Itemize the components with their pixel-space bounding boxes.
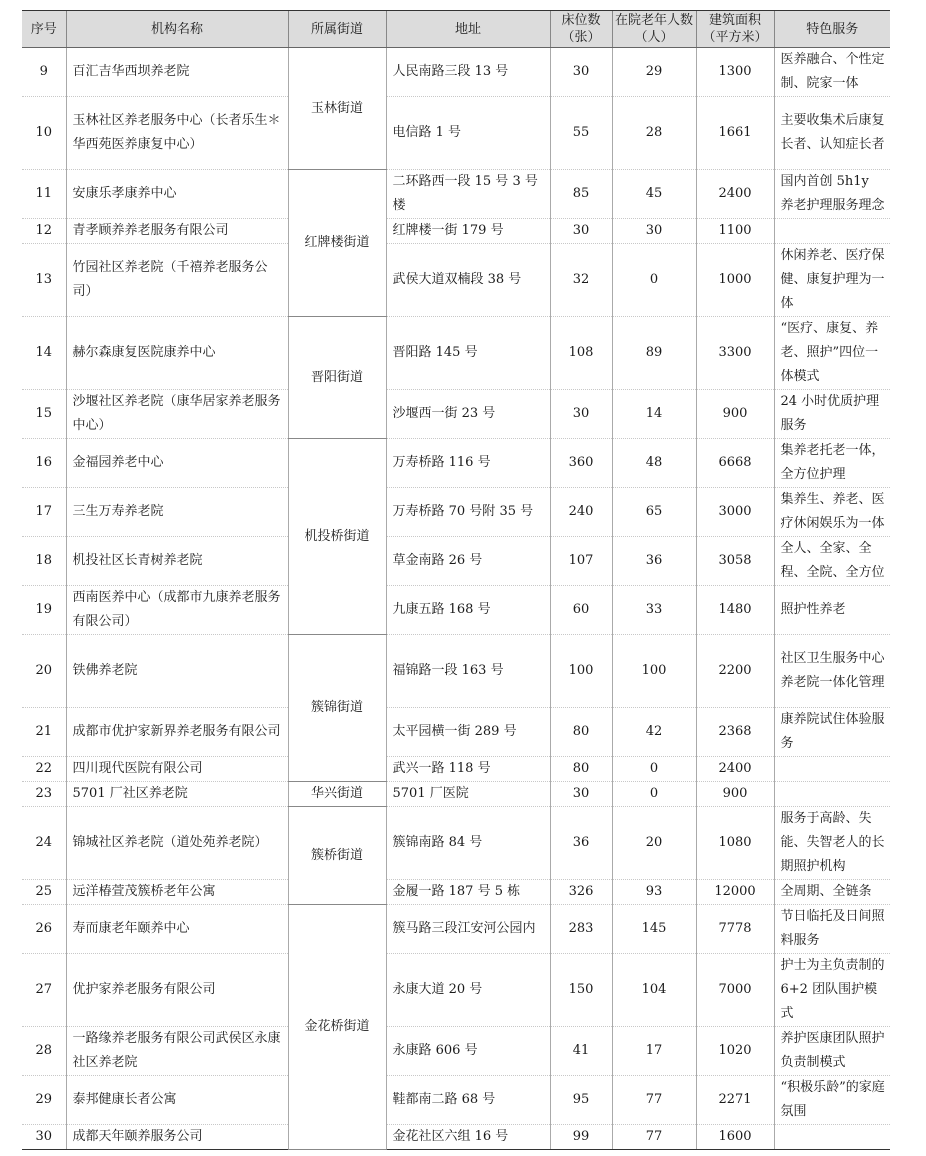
table-row [22, 390, 890, 439]
seq-cell: 25 [22, 880, 66, 905]
service-cell: 集养生、养老、医疗休闲娱乐为一体 [774, 488, 890, 537]
area-cell: 1661 [696, 97, 774, 170]
area-cell: 1600 [696, 1125, 774, 1150]
service-cell [774, 782, 890, 807]
address-cell: 二环路西一段 15 号 3 号楼 [386, 170, 550, 219]
beds-cell: 283 [550, 905, 612, 954]
name-cell: 安康乐孝康养中心 [66, 170, 288, 219]
table-row [22, 97, 890, 170]
elderly-cell: 145 [612, 905, 696, 954]
elderly-cell: 93 [612, 880, 696, 905]
area-cell: 2271 [696, 1076, 774, 1125]
seq-cell: 13 [22, 244, 66, 317]
service-cell: 服务于高龄、失能、失智老人的长期照护机构 [774, 807, 890, 880]
street-cell: 玉林街道 [288, 48, 386, 170]
seq-cell: 17 [22, 488, 66, 537]
address-cell: 武侯大道双楠段 38 号 [386, 244, 550, 317]
street-cell: 晋阳街道 [288, 317, 386, 439]
elderly-cell: 48 [612, 439, 696, 488]
street-cell: 华兴街道 [288, 782, 386, 807]
table-row [22, 782, 890, 807]
elderly-cell: 17 [612, 1027, 696, 1076]
table-row [22, 439, 890, 488]
seq-cell: 26 [22, 905, 66, 954]
service-cell: 休闲养老、医疗保健、康复护理为一体 [774, 244, 890, 317]
address-cell: 九康五路 168 号 [386, 586, 550, 635]
area-cell: 900 [696, 390, 774, 439]
area-cell: 3300 [696, 317, 774, 390]
address-cell: 福锦路一段 163 号 [386, 635, 550, 708]
elderly-cell: 77 [612, 1125, 696, 1150]
beds-cell: 55 [550, 97, 612, 170]
seq-cell: 14 [22, 317, 66, 390]
seq-cell: 29 [22, 1076, 66, 1125]
elderly-cell: 0 [612, 244, 696, 317]
service-cell [774, 219, 890, 244]
beds-cell: 108 [550, 317, 612, 390]
table-row [22, 537, 890, 586]
header-seq: 序号 [22, 11, 66, 48]
address-cell: 武兴一路 118 号 [386, 757, 550, 782]
beds-cell: 41 [550, 1027, 612, 1076]
name-cell: 锦城社区养老院（道处苑养老院） [66, 807, 288, 880]
seq-cell: 10 [22, 97, 66, 170]
area-cell: 1300 [696, 48, 774, 97]
address-cell: 草金南路 26 号 [386, 537, 550, 586]
name-cell: 三生万寿养老院 [66, 488, 288, 537]
service-cell: 国内首创 5h1y 养老护理服务理念 [774, 170, 890, 219]
area-cell: 1480 [696, 586, 774, 635]
elderly-cell: 45 [612, 170, 696, 219]
area-cell: 3058 [696, 537, 774, 586]
name-cell: 一路缘养老服务有限公司武侯区永康社区养老院 [66, 1027, 288, 1076]
beds-cell: 326 [550, 880, 612, 905]
service-cell: 康养院试住体验服务 [774, 708, 890, 757]
name-cell: 赫尔森康复医院康养中心 [66, 317, 288, 390]
table-row [22, 708, 890, 757]
name-cell: 四川现代医院有限公司 [66, 757, 288, 782]
table-row [22, 905, 890, 954]
service-cell: 社区卫生服务中心养老院一体化管理 [774, 635, 890, 708]
address-cell: 沙堰西一街 23 号 [386, 390, 550, 439]
address-cell: 金花社区六组 16 号 [386, 1125, 550, 1150]
address-cell: 永康路 606 号 [386, 1027, 550, 1076]
address-cell: 鞋都南二路 68 号 [386, 1076, 550, 1125]
table-row [22, 1027, 890, 1076]
service-cell: 养护医康团队照护负责制模式 [774, 1027, 890, 1076]
elderly-cell: 42 [612, 708, 696, 757]
table-row [22, 1076, 890, 1125]
table-row [22, 880, 890, 905]
table-row [22, 635, 890, 708]
service-cell: 全周期、全链条 [774, 880, 890, 905]
table-row [22, 1125, 890, 1150]
name-cell: 机投社区长青树养老院 [66, 537, 288, 586]
elderly-cell: 33 [612, 586, 696, 635]
seq-cell: 23 [22, 782, 66, 807]
header-service: 特色服务 [774, 11, 890, 48]
service-cell: “积极乐龄”的家庭氛围 [774, 1076, 890, 1125]
beds-cell: 240 [550, 488, 612, 537]
name-cell: 泰邦健康长者公寓 [66, 1076, 288, 1125]
elderly-cell: 100 [612, 635, 696, 708]
area-cell: 2200 [696, 635, 774, 708]
header-elderly: 在院老年人数（人） [612, 11, 696, 48]
table-row [22, 244, 890, 317]
elderly-cell: 28 [612, 97, 696, 170]
service-cell: 集养老托老一体，全方位护理 [774, 439, 890, 488]
seq-cell: 12 [22, 219, 66, 244]
header-address: 地址 [386, 11, 550, 48]
service-cell: 全人、全家、全程、全院、全方位 [774, 537, 890, 586]
beds-cell: 36 [550, 807, 612, 880]
address-cell: 5701 厂医院 [386, 782, 550, 807]
seq-cell: 11 [22, 170, 66, 219]
header-name: 机构名称 [66, 11, 288, 48]
beds-cell: 95 [550, 1076, 612, 1125]
table-row [22, 586, 890, 635]
beds-cell: 80 [550, 708, 612, 757]
name-cell: 西南医养中心（成都市九康养老服务有限公司） [66, 586, 288, 635]
seq-cell: 19 [22, 586, 66, 635]
elderly-cell: 0 [612, 782, 696, 807]
area-cell: 900 [696, 782, 774, 807]
seq-cell: 20 [22, 635, 66, 708]
address-cell: 红牌楼一街 179 号 [386, 219, 550, 244]
area-cell: 7000 [696, 954, 774, 1027]
area-cell: 7778 [696, 905, 774, 954]
area-cell: 12000 [696, 880, 774, 905]
seq-cell: 22 [22, 757, 66, 782]
beds-cell: 99 [550, 1125, 612, 1150]
street-cell: 簇桥街道 [288, 807, 386, 905]
name-cell: 竹园社区养老院（千禧养老服务公司） [66, 244, 288, 317]
name-cell: 沙堰社区养老院（康华居家养老服务中心） [66, 390, 288, 439]
service-cell [774, 1125, 890, 1150]
elderly-cell: 65 [612, 488, 696, 537]
table-row [22, 170, 890, 219]
table-row [22, 48, 890, 97]
address-cell: 万寿桥路 116 号 [386, 439, 550, 488]
table-row [22, 807, 890, 880]
elderly-cell: 89 [612, 317, 696, 390]
address-cell: 永康大道 20 号 [386, 954, 550, 1027]
beds-cell: 60 [550, 586, 612, 635]
service-cell: 主要收集术后康复长者、认知症长者 [774, 97, 890, 170]
table-row [22, 317, 890, 390]
address-cell: 电信路 1 号 [386, 97, 550, 170]
name-cell: 铁佛养老院 [66, 635, 288, 708]
elderly-cell: 29 [612, 48, 696, 97]
elderly-cell: 14 [612, 390, 696, 439]
elderly-cell: 77 [612, 1076, 696, 1125]
address-cell: 人民南路三段 13 号 [386, 48, 550, 97]
address-cell: 太平园横一街 289 号 [386, 708, 550, 757]
street-cell: 金花桥街道 [288, 905, 386, 1150]
beds-cell: 80 [550, 757, 612, 782]
elderly-cell: 104 [612, 954, 696, 1027]
area-cell: 1000 [696, 244, 774, 317]
header-row [22, 11, 890, 48]
elderly-cell: 20 [612, 807, 696, 880]
address-cell: 晋阳路 145 号 [386, 317, 550, 390]
area-cell: 3000 [696, 488, 774, 537]
address-cell: 簇锦南路 84 号 [386, 807, 550, 880]
area-cell: 1020 [696, 1027, 774, 1076]
table-row [22, 488, 890, 537]
seq-cell: 9 [22, 48, 66, 97]
name-cell: 百汇吉华西坝养老院 [66, 48, 288, 97]
name-cell: 金福园养老中心 [66, 439, 288, 488]
street-cell: 红牌楼街道 [288, 170, 386, 317]
area-cell: 1080 [696, 807, 774, 880]
seq-cell: 24 [22, 807, 66, 880]
beds-cell: 30 [550, 219, 612, 244]
beds-cell: 85 [550, 170, 612, 219]
table-row [22, 219, 890, 244]
beds-cell: 32 [550, 244, 612, 317]
elderly-cell: 36 [612, 537, 696, 586]
header-area: 建筑面积（平方米） [696, 11, 774, 48]
beds-cell: 30 [550, 48, 612, 97]
name-cell: 优护家养老服务有限公司 [66, 954, 288, 1027]
beds-cell: 30 [550, 782, 612, 807]
beds-cell: 360 [550, 439, 612, 488]
area-cell: 6668 [696, 439, 774, 488]
name-cell: 5701 厂社区养老院 [66, 782, 288, 807]
service-cell [774, 757, 890, 782]
institutions-table [22, 10, 890, 1150]
table-row [22, 954, 890, 1027]
service-cell: 24 小时优质护理服务 [774, 390, 890, 439]
service-cell: 医养融合、个性定制、院家一体 [774, 48, 890, 97]
service-cell: 节日临托及日间照料服务 [774, 905, 890, 954]
name-cell: 成都市优护家新界养老服务有限公司 [66, 708, 288, 757]
area-cell: 2368 [696, 708, 774, 757]
area-cell: 2400 [696, 757, 774, 782]
table-row [22, 757, 890, 782]
seq-cell: 15 [22, 390, 66, 439]
beds-cell: 107 [550, 537, 612, 586]
service-cell: 护士为主负责制的 6+2 团队围护模式 [774, 954, 890, 1027]
seq-cell: 18 [22, 537, 66, 586]
elderly-cell: 0 [612, 757, 696, 782]
name-cell: 玉林社区养老服务中心（长者乐生＊华西苑医养康复中心） [66, 97, 288, 170]
header-beds: 床位数（张） [550, 11, 612, 48]
address-cell: 簇马路三段江安河公园内 [386, 905, 550, 954]
name-cell: 青孝顾养养老服务有限公司 [66, 219, 288, 244]
seq-cell: 30 [22, 1125, 66, 1150]
area-cell: 1100 [696, 219, 774, 244]
address-cell: 万寿桥路 70 号附 35 号 [386, 488, 550, 537]
beds-cell: 150 [550, 954, 612, 1027]
service-cell: 照护性养老 [774, 586, 890, 635]
seq-cell: 16 [22, 439, 66, 488]
service-cell: “医疗、康复、养老、照护”四位一体模式 [774, 317, 890, 390]
name-cell: 成都天年颐养服务公司 [66, 1125, 288, 1150]
elderly-cell: 30 [612, 219, 696, 244]
name-cell: 寿而康老年颐养中心 [66, 905, 288, 954]
street-cell: 簇锦街道 [288, 635, 386, 782]
seq-cell: 27 [22, 954, 66, 1027]
beds-cell: 100 [550, 635, 612, 708]
area-cell: 2400 [696, 170, 774, 219]
seq-cell: 21 [22, 708, 66, 757]
beds-cell: 30 [550, 390, 612, 439]
seq-cell: 28 [22, 1027, 66, 1076]
name-cell: 远洋椿萱茂簇桥老年公寓 [66, 880, 288, 905]
address-cell: 金履一路 187 号 5 栋 [386, 880, 550, 905]
street-cell: 机投桥街道 [288, 439, 386, 635]
header-street: 所属街道 [288, 11, 386, 48]
